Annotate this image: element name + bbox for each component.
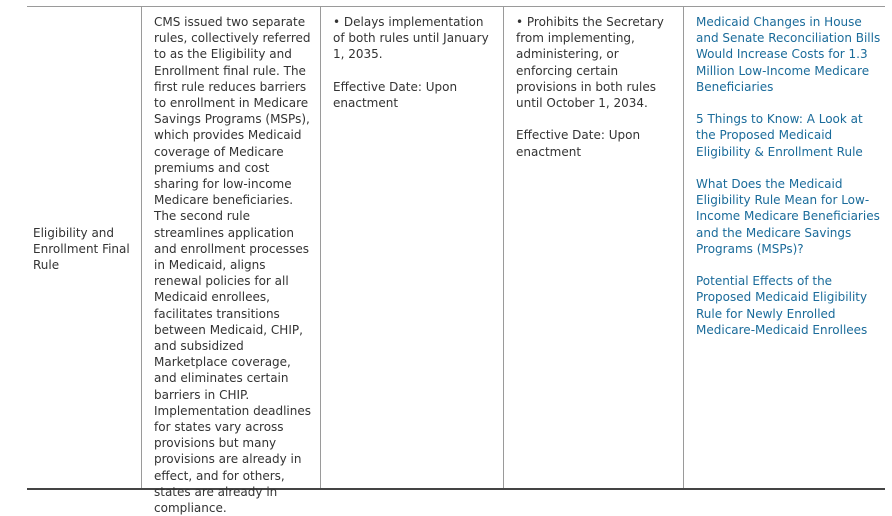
resources-cell bbox=[683, 7, 885, 488]
topic-label: Eligibility and Enrollment Final Rule bbox=[33, 226, 130, 273]
rule-description: CMS issued two separate rules, collectively referred to as the Eligibility and Enrollment final rule. The first rule reduces barriers to enrollment in Medicare Savings Programs (MSPs), which provides Medicaid coverage of Medicare premiums and cost sharing for low-income Medicare beneficiaries. The second rule streamlines application and enrollment processes in Medicaid, aligns renewal policies for all Medicaid enrollees, facilitates transitions between Medicaid, CHIP, and subsidized Marketplace coverage, and eliminates certain barriers in CHIP. Implementation deadlines for states vary across provisions but many provisions are already in effect, and for others, states are already in compliance. bbox=[154, 15, 311, 516]
senate-provision-cell bbox=[503, 7, 683, 488]
resource-link-potential-effects[interactable]: Potential Effects of the Proposed Medicaid Eligibility Rule for Newly Enrolled Medicare-Medicaid Enrollees bbox=[696, 274, 868, 337]
senate-effective-date: Effective Date: Upon enactment bbox=[516, 128, 641, 159]
senate-provision-text: • Prohibits the Secretary from implementing, administering, or enforcing certain provisions in both rules until October 1, 2034. bbox=[516, 15, 664, 111]
house-provision-text: • Delays implementation of both rules until January 1, 2035. bbox=[333, 15, 489, 62]
house-provision-cell bbox=[320, 7, 503, 488]
topic-cell bbox=[27, 7, 141, 488]
resource-link-five-things[interactable]: 5 Things to Know: A Look at the Proposed Medicaid Eligibility & Enrollment Rule bbox=[696, 112, 863, 159]
policy-comparison-table bbox=[27, 6, 885, 516]
resource-link-reconciliation-costs[interactable]: Medicaid Changes in House and Senate Reconciliation Bills Would Increase Costs for 1.3 Million Low-Income Medicare Beneficiaries bbox=[696, 15, 881, 94]
house-effective-date: Effective Date: Upon enactment bbox=[333, 79, 458, 110]
resource-link-eligibility-rule-msps[interactable]: What Does the Medicaid Eligibility Rule Mean for Low-Income Medicare Beneficiaries and the Medicare Savings Programs (MSPs)? bbox=[696, 177, 880, 256]
description-cell bbox=[141, 7, 320, 516]
